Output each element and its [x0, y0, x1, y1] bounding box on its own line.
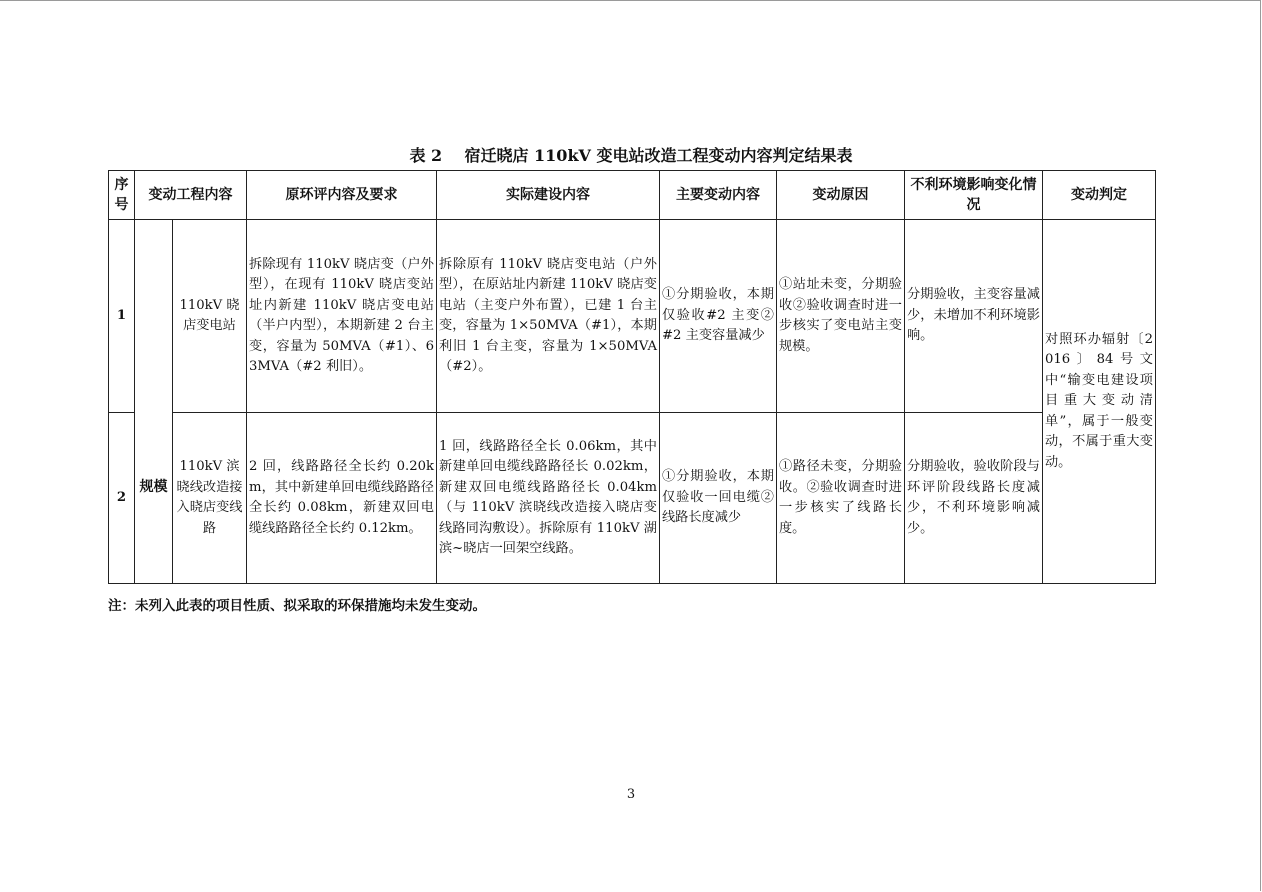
category-cell [135, 220, 173, 584]
row-item: 110kV 晓店变电站 [173, 220, 247, 413]
header-actual-content: 实际建设内容 [437, 171, 660, 220]
row-actual-content: 1 回，线路路径全长 0.06km，其中新建单回电缆线路路径长 0.02km，新建双回电缆线路路径长 0.04km（与 110kV 滨晓线改造接入晓店变线路同沟敷设）。拆除原有 110kV 湖滨~晓店一回架空线路。 [437, 413, 660, 584]
row-item: 110kV 滨晓线改造接入晓店变线路 [173, 413, 247, 584]
header-judgement: 变动判定 [1043, 171, 1156, 220]
judgement-cell: 对照环办辐射〔2016〕84号文中“输变电建设项目重大变动清单”，属于一般变动，不属于重大变动。 [1043, 220, 1156, 584]
category-label: 规模 [139, 478, 168, 495]
header-env-impact: 不利环境影响变化情况 [905, 171, 1043, 220]
table-row [109, 220, 1156, 413]
row-index: 1 [109, 220, 135, 413]
row-main-change: ①分期验收，本期仅验收一回电缆②线路长度减少 [660, 413, 777, 584]
row-env-impact: 分期验收，主变容量减少，未增加不利环境影响。 [905, 220, 1043, 413]
row-change-reason: ①站址未变，分期验收②验收调查时进一步核实了变电站主变规模。 [777, 220, 905, 413]
row-change-reason: ①路径未变，分期验收。②验收调查时进一步核实了线路长度。 [777, 413, 905, 584]
table-row [109, 413, 1156, 584]
table-header-row [109, 171, 1156, 220]
header-index: 序号 [109, 171, 135, 220]
row-actual-content: 拆除原有 110kV 晓店变电站（户外型），在原站址内新建 110kV 晓店变电站（主变户外布置），已建 1 台主变，容量为 1×50MVA（#1），本期利旧 1 台主变，容量为 1×50MVA（#2）。 [437, 220, 660, 413]
row-env-impact: 分期验收，验收阶段与环评阶段线路长度减少，不利环境影响减少。 [905, 413, 1043, 584]
header-change-reason: 变动原因 [777, 171, 905, 220]
row-main-change: ①分期验收，本期仅验收#2 主变②#2 主变容量减少 [660, 220, 777, 413]
change-judgement-table [108, 170, 1156, 584]
page-number: 3 [626, 787, 636, 802]
row-index: 2 [109, 413, 135, 584]
header-change-item: 变动工程内容 [135, 171, 247, 220]
row-eia-content: 拆除现有 110kV 晓店变（户外型），在现有 110kV 晓店变站址内新建 110kV 晓店变电站（半户内型），本期新建 2 台主变，容量为 50MVA（#1）、63MVA（#2 利旧）。 [247, 220, 437, 413]
row-eia-content: 2 回，线路路径全长约 0.20km，其中新建单回电缆线路路径全长约 0.08km，新建双回电缆线路路径全长约 0.12km。 [247, 413, 437, 584]
header-main-change: 主要变动内容 [660, 171, 777, 220]
table-note: 注：未列入此表的项目性质、拟采取的环保措施均未发生变动。 [108, 598, 486, 614]
table-title: 表 2 宿迁晓店 110kV 变电站改造工程变动内容判定结果表 [409, 146, 853, 165]
header-eia-content: 原环评内容及要求 [247, 171, 437, 220]
